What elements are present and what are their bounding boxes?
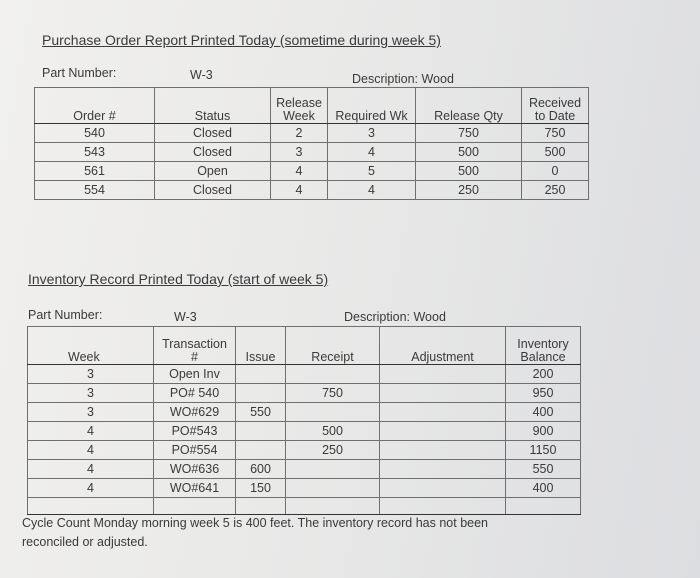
inv-week: 3 <box>28 384 154 403</box>
inv-header-week: Week <box>28 327 154 365</box>
inv-part-number: W-3 <box>174 310 197 324</box>
inv-week: 4 <box>28 479 154 498</box>
inv-balance: 900 <box>506 422 581 441</box>
inv-adjustment <box>380 441 506 460</box>
inv-header-transaction: Transaction # <box>154 327 236 365</box>
po-part-number: W-3 <box>190 68 213 82</box>
po-release-week: 3 <box>271 143 328 162</box>
empty-cell <box>506 498 581 515</box>
po-status: Closed <box>155 143 271 162</box>
inv-adjustment <box>380 384 506 403</box>
inv-week: 3 <box>28 403 154 422</box>
inv-issue <box>236 365 286 384</box>
inv-issue: 600 <box>236 460 286 479</box>
inv-week: 3 <box>28 365 154 384</box>
inv-transaction: PO#543 <box>154 422 236 441</box>
po-table <box>34 87 589 200</box>
inv-header-balance: Inventory Balance <box>506 327 581 365</box>
po-header-status: Status <box>155 88 271 124</box>
po-required-wk: 4 <box>328 143 416 162</box>
inv-transaction: PO#554 <box>154 441 236 460</box>
inv-transaction: WO#636 <box>154 460 236 479</box>
inventory-title: Inventory Record Printed Today (start of week 5) <box>28 271 329 287</box>
po-required-wk: 3 <box>328 124 416 143</box>
po-release-week: 2 <box>271 124 328 143</box>
note-line-1: Cycle Count Monday morning week 5 is 400 feet. The inventory record has not been <box>22 516 489 530</box>
po-received: 500 <box>522 143 589 162</box>
po-status: Closed <box>155 124 271 143</box>
table-row <box>28 403 581 422</box>
inv-header-issue: Issue <box>236 327 286 365</box>
po-release-week: 4 <box>271 181 328 200</box>
table-row <box>28 365 581 384</box>
empty-cell <box>28 498 154 515</box>
inv-receipt <box>286 365 380 384</box>
inv-balance: 1150 <box>506 441 581 460</box>
inv-week: 4 <box>28 460 154 479</box>
table-row <box>28 441 581 460</box>
po-received: 250 <box>522 181 589 200</box>
inv-adjustment <box>380 365 506 384</box>
inv-week: 4 <box>28 441 154 460</box>
po-description: Description: Wood <box>352 72 454 86</box>
po-report-title: Purchase Order Report Printed Today (sometime during week 5) <box>42 32 441 48</box>
inv-adjustment <box>380 422 506 441</box>
cycle-count-note <box>22 514 682 552</box>
table-row <box>35 143 589 162</box>
inv-receipt <box>286 460 380 479</box>
inv-transaction: PO# 540 <box>154 384 236 403</box>
empty-cell <box>380 498 506 515</box>
inv-balance: 550 <box>506 460 581 479</box>
inv-description: Description: Wood <box>344 310 446 324</box>
inv-transaction: WO#641 <box>154 479 236 498</box>
inv-balance: 400 <box>506 479 581 498</box>
po-required-wk: 4 <box>328 181 416 200</box>
inv-balance: 200 <box>506 365 581 384</box>
inv-balance: 400 <box>506 403 581 422</box>
inventory-table <box>27 326 581 515</box>
inv-issue: 150 <box>236 479 286 498</box>
inv-receipt: 250 <box>286 441 380 460</box>
empty-cell <box>236 498 286 515</box>
po-release-qty: 500 <box>416 143 522 162</box>
table-row-empty <box>28 498 581 515</box>
inv-receipt <box>286 479 380 498</box>
table-row <box>35 162 589 181</box>
inv-receipt: 750 <box>286 384 380 403</box>
po-header-release-qty: Release Qty <box>416 88 522 124</box>
inv-adjustment <box>380 403 506 422</box>
note-line-2: reconciled or adjusted. <box>22 535 148 549</box>
inv-week: 4 <box>28 422 154 441</box>
table-row <box>28 422 581 441</box>
po-status: Open <box>155 162 271 181</box>
po-order: 540 <box>35 124 155 143</box>
empty-cell <box>154 498 236 515</box>
po-release-qty: 500 <box>416 162 522 181</box>
po-order: 554 <box>35 181 155 200</box>
inv-issue: 550 <box>236 403 286 422</box>
po-order: 543 <box>35 143 155 162</box>
po-received: 750 <box>522 124 589 143</box>
po-release-week: 4 <box>271 162 328 181</box>
po-header-required-wk: Required Wk <box>328 88 416 124</box>
table-row <box>35 124 589 143</box>
table-row <box>28 460 581 479</box>
po-part-number-label: Part Number: <box>42 66 117 80</box>
po-header-release-week: Release Week <box>271 88 328 124</box>
empty-cell <box>286 498 380 515</box>
inv-receipt <box>286 403 380 422</box>
inv-header-receipt: Receipt <box>286 327 380 365</box>
po-order: 561 <box>35 162 155 181</box>
inv-adjustment <box>380 460 506 479</box>
po-header-order: Order # <box>35 88 155 124</box>
inv-header-adjustment: Adjustment <box>380 327 506 365</box>
po-received: 0 <box>522 162 589 181</box>
po-release-qty: 250 <box>416 181 522 200</box>
inv-part-number-label: Part Number: <box>28 308 103 322</box>
inv-transaction: Open Inv <box>154 365 236 384</box>
table-row <box>35 181 589 200</box>
inv-balance: 950 <box>506 384 581 403</box>
po-required-wk: 5 <box>328 162 416 181</box>
inv-receipt: 500 <box>286 422 380 441</box>
inv-issue <box>236 441 286 460</box>
inv-transaction: WO#629 <box>154 403 236 422</box>
inv-issue <box>236 384 286 403</box>
inv-issue <box>236 422 286 441</box>
table-row <box>28 479 581 498</box>
inv-adjustment <box>380 479 506 498</box>
po-status: Closed <box>155 181 271 200</box>
po-release-qty: 750 <box>416 124 522 143</box>
po-header-received: Received to Date <box>522 88 589 124</box>
table-row <box>28 384 581 403</box>
